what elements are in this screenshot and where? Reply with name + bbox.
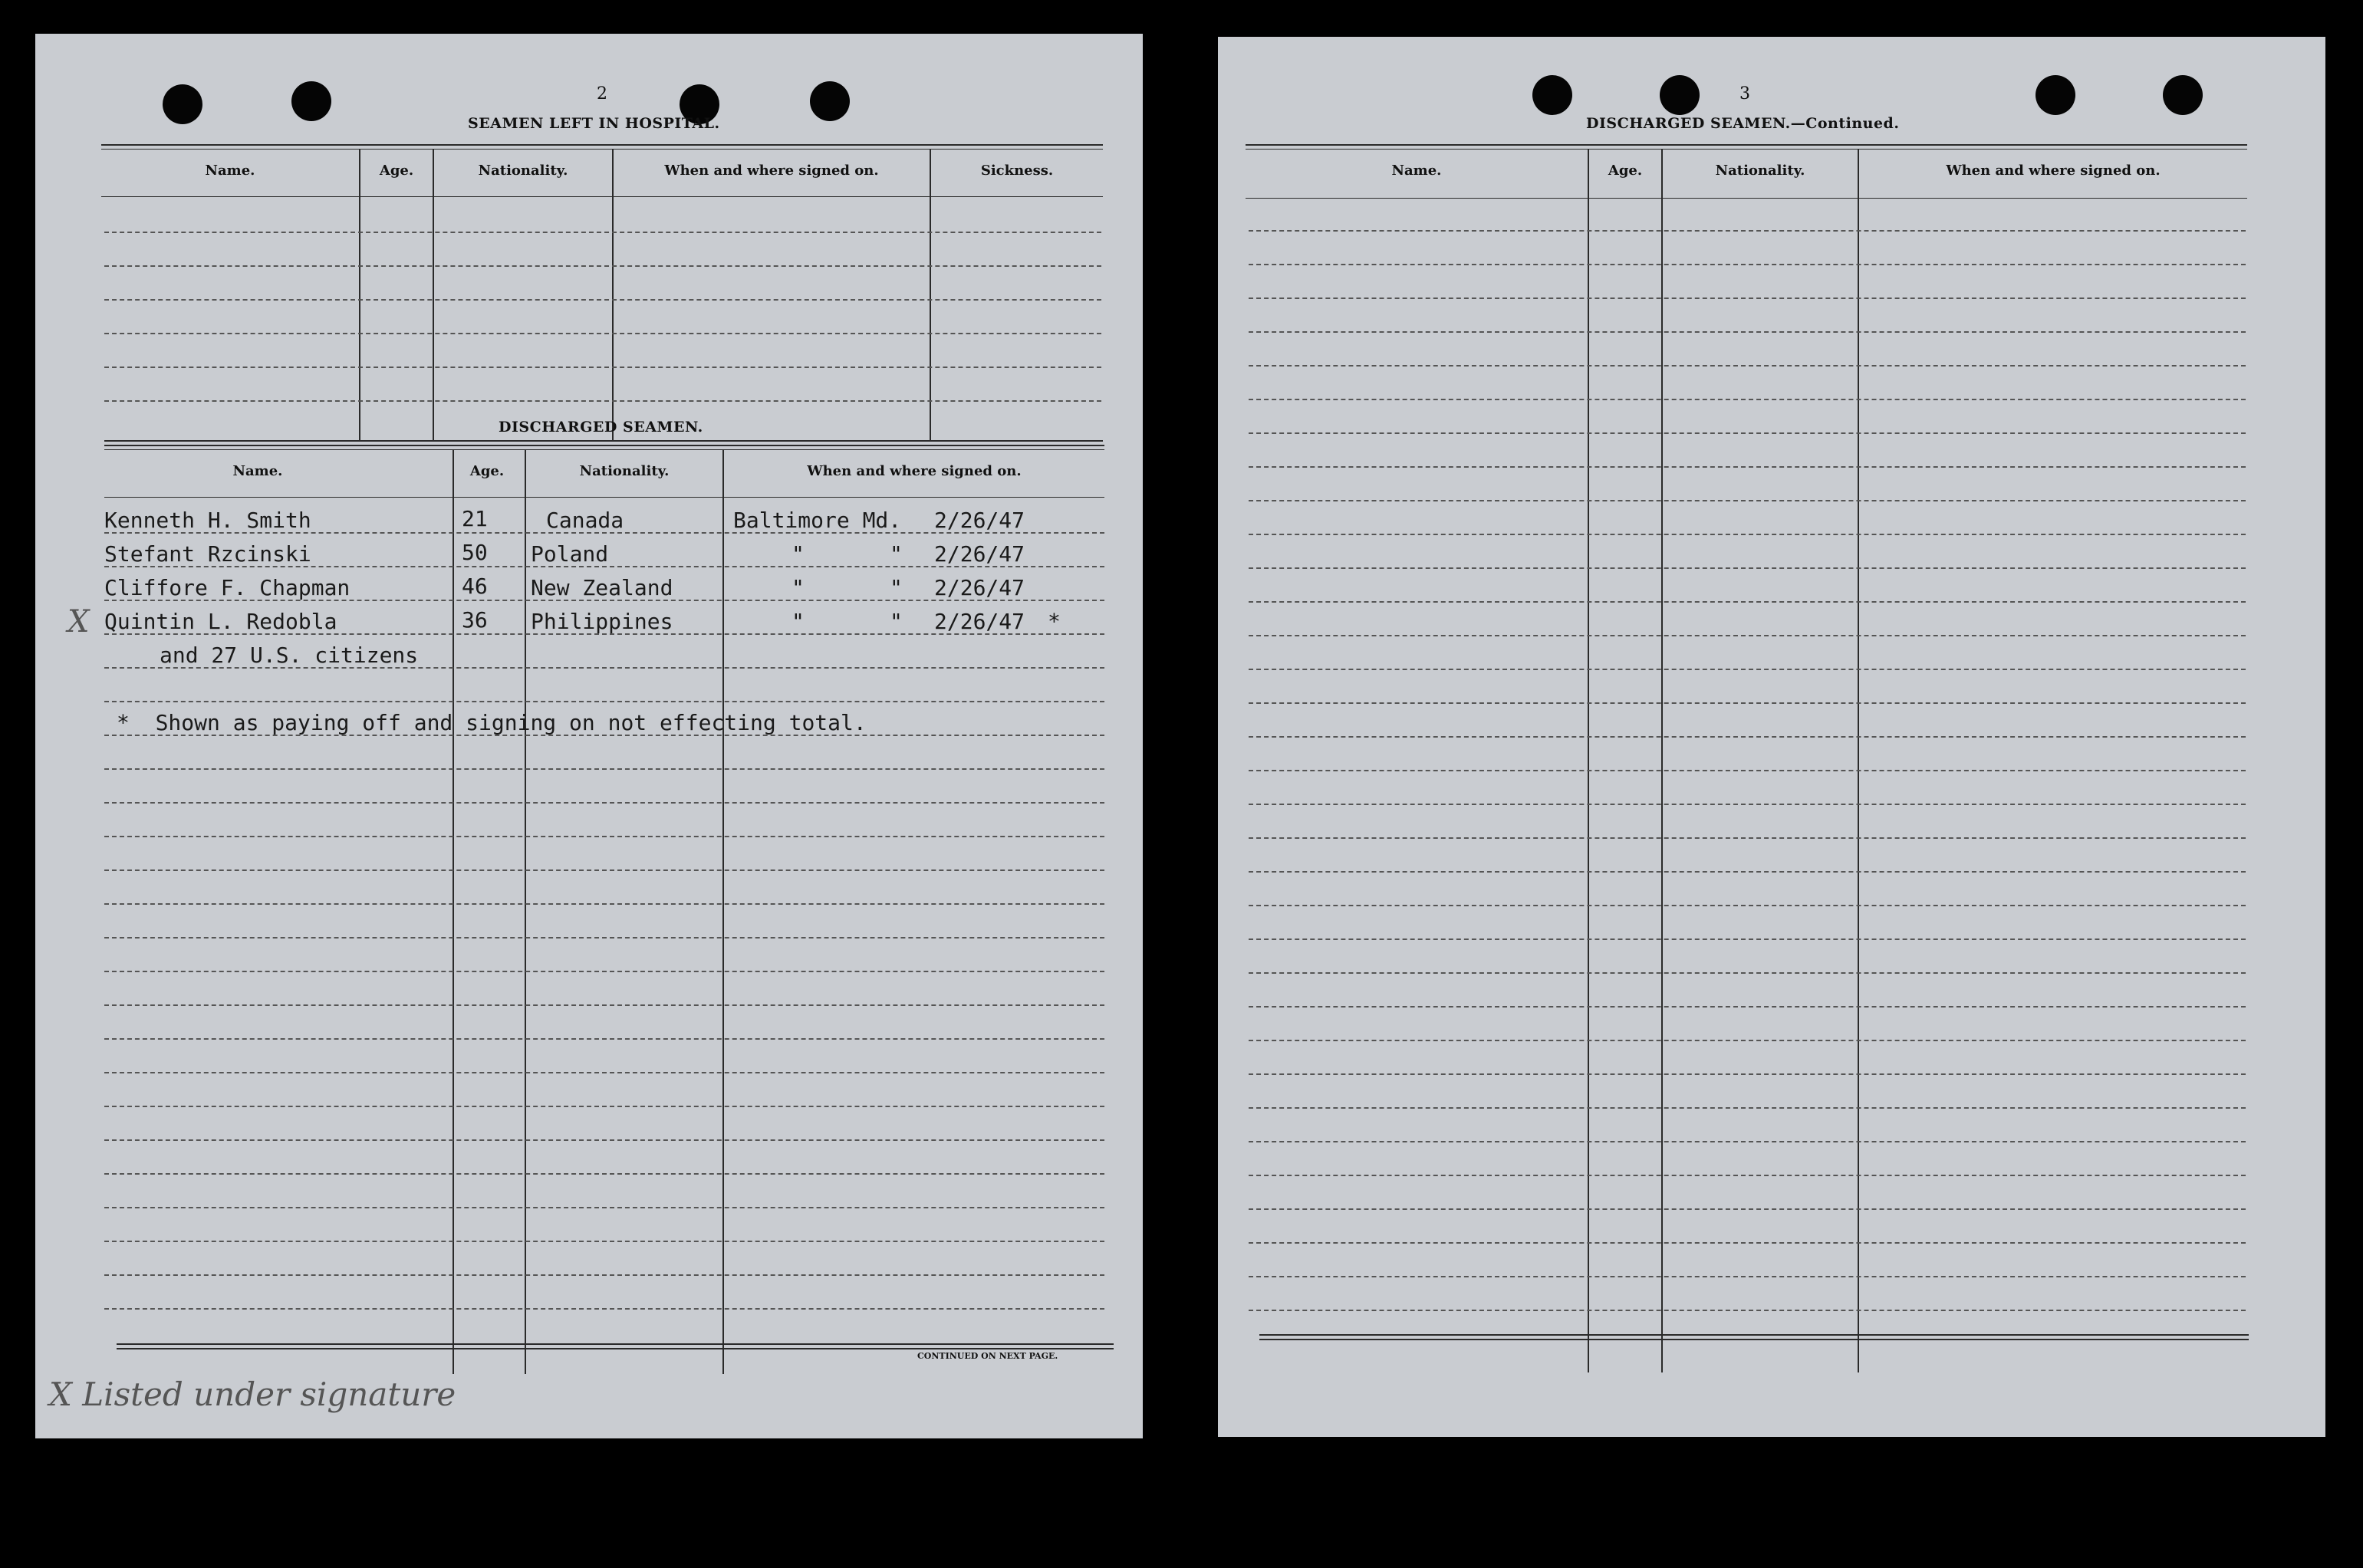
- entry-line: [1249, 804, 2246, 805]
- row-place-ditto: ": [890, 575, 903, 600]
- extra-line: and 27 U.S. citizens: [160, 643, 419, 668]
- punch-hole: [2036, 75, 2075, 115]
- entry-line: [1249, 702, 2246, 704]
- row-date: 2/26/47: [934, 541, 1025, 567]
- discharged-header-age: Age.: [469, 463, 505, 479]
- row-age: 46: [462, 574, 488, 599]
- table-rule: [1259, 1334, 2249, 1336]
- discharged-continued-title: DISCHARGED SEAMEN.—Continued.: [1586, 115, 1900, 132]
- left-page: [35, 34, 1143, 1438]
- row-nationality: Philippines: [531, 609, 673, 634]
- entry-line: [1249, 736, 2246, 738]
- entry-line: [1249, 1310, 2246, 1311]
- hospital-header-name: Name.: [205, 163, 255, 179]
- entry-line: [1249, 1006, 2246, 1008]
- entry-line: [104, 971, 1104, 972]
- footnote: * Shown as paying off and signing on not effecting total.: [117, 710, 867, 735]
- entry-line: [1249, 297, 2246, 299]
- right-page: [1218, 37, 2325, 1437]
- row-date: 2/26/47: [934, 508, 1025, 533]
- continued-note: CONTINUED ON NEXT PAGE.: [917, 1351, 1058, 1361]
- row-place: ": [792, 575, 805, 600]
- entry-line: [104, 1038, 1104, 1040]
- hospital-section-title: SEAMEN LEFT IN HOSPITAL.: [468, 115, 720, 132]
- discharged-header-signed-on: When and where signed on.: [807, 463, 1022, 479]
- entry-line: [104, 1139, 1104, 1141]
- table-rule: [101, 149, 1103, 150]
- punch-hole: [1532, 75, 1572, 115]
- row-nationality: New Zealand: [531, 575, 673, 600]
- row-nationality: Canada: [546, 508, 624, 533]
- row-place: ": [792, 541, 805, 567]
- table-rule: [104, 445, 1104, 446]
- column-line: [433, 149, 434, 440]
- discharged-header-nationality: Nationality.: [579, 463, 670, 479]
- entry-line: [104, 701, 1104, 702]
- entry-line: [104, 869, 1104, 871]
- table-rule: [101, 144, 1103, 146]
- entry-line: [1249, 500, 2246, 501]
- entry-line: [104, 299, 1101, 301]
- entry-line: [104, 265, 1101, 267]
- entry-line: [1249, 635, 2246, 636]
- row-asterisk: *: [1048, 609, 1061, 634]
- table-rule: [1246, 149, 2247, 150]
- table-rule: [104, 449, 1104, 450]
- margin-x-mark: X: [67, 604, 90, 639]
- entry-line: [1249, 466, 2246, 468]
- entry-line: [1249, 1107, 2246, 1109]
- entry-line: [1249, 1208, 2246, 1210]
- entry-line: [1249, 1242, 2246, 1244]
- row-place-ditto: ": [890, 541, 903, 567]
- entry-line: [104, 802, 1104, 804]
- entry-line: [1249, 770, 2246, 771]
- row-age: 21: [462, 506, 488, 531]
- entry-line: [104, 1072, 1104, 1073]
- row-place: Baltimore Md.: [733, 508, 902, 533]
- entry-line: [104, 232, 1101, 233]
- entry-line: [104, 1274, 1104, 1276]
- page-number: 3: [1739, 84, 1750, 104]
- header-rule: [104, 497, 1104, 498]
- entry-line: [1249, 669, 2246, 670]
- header-nationality: Nationality.: [1715, 163, 1805, 179]
- header-age: Age.: [1608, 163, 1643, 179]
- entry-line: [1249, 601, 2246, 603]
- entry-line: [104, 768, 1104, 770]
- hospital-header-signed-on: When and where signed on.: [664, 163, 879, 179]
- entry-line: [1249, 1175, 2246, 1176]
- entry-line: [1249, 905, 2246, 906]
- punch-hole: [163, 84, 202, 124]
- header-rule: [1246, 198, 2247, 199]
- entry-line: [104, 1241, 1104, 1242]
- entry-line: [1249, 365, 2246, 367]
- row-nationality: Poland: [531, 541, 609, 567]
- entry-line: [104, 1106, 1104, 1107]
- column-line: [359, 149, 360, 440]
- punch-hole: [1660, 75, 1700, 115]
- entry-line: [104, 1004, 1104, 1006]
- table-rule: [1259, 1339, 2249, 1340]
- entry-line: [1249, 567, 2246, 569]
- punch-hole: [810, 81, 850, 121]
- column-line: [612, 149, 614, 440]
- entry-line: [104, 836, 1104, 837]
- row-date: 2/26/47: [934, 575, 1025, 600]
- entry-line: [1249, 264, 2246, 265]
- page-number: 2: [597, 84, 607, 104]
- entry-line: [1249, 432, 2246, 434]
- entry-line: [1249, 938, 2246, 940]
- row-place: ": [792, 609, 805, 634]
- table-rule: [117, 1343, 1114, 1345]
- entry-line: [1249, 534, 2246, 535]
- header-rule: [101, 196, 1103, 197]
- hospital-header-sickness: Sickness.: [980, 163, 1054, 179]
- entry-line: [104, 400, 1101, 402]
- row-age: 50: [462, 540, 488, 565]
- handwritten-note: X Listed under signature: [49, 1376, 456, 1413]
- row-name: Quintin L. Redobla: [104, 609, 337, 634]
- entry-line: [1249, 1141, 2246, 1142]
- entry-line: [1249, 230, 2246, 232]
- entry-line: [104, 333, 1101, 334]
- entry-line: [1249, 972, 2246, 974]
- entry-line: [1249, 1040, 2246, 1041]
- entry-line: [104, 1207, 1104, 1208]
- entry-line: [1249, 1073, 2246, 1075]
- row-place-ditto: ": [890, 609, 903, 634]
- discharged-header-name: Name.: [232, 463, 283, 479]
- hospital-header-age: Age.: [379, 163, 414, 179]
- entry-line: [1249, 331, 2246, 333]
- row-age: 36: [462, 607, 488, 633]
- row-date: 2/26/47: [934, 609, 1025, 634]
- column-line: [525, 449, 526, 1374]
- column-line: [722, 449, 724, 1374]
- header-name: Name.: [1391, 163, 1442, 179]
- entry-line: [104, 903, 1104, 905]
- row-name: Cliffore F. Chapman: [104, 575, 351, 600]
- punch-hole: [2163, 75, 2203, 115]
- table-rule: [104, 440, 1103, 442]
- entry-line: [104, 937, 1104, 938]
- row-name: Stefant Rzcinski: [104, 541, 311, 567]
- entry-line: [104, 367, 1101, 368]
- row-name: Kenneth H. Smith: [104, 508, 311, 533]
- hospital-header-nationality: Nationality.: [478, 163, 568, 179]
- punch-hole: [291, 81, 331, 121]
- entry-line: [1249, 1276, 2246, 1277]
- column-line: [930, 149, 931, 440]
- entry-line: [1249, 399, 2246, 400]
- entry-line: [1249, 837, 2246, 839]
- entry-line: [1249, 871, 2246, 873]
- discharged-section-title: DISCHARGED SEAMEN.: [499, 419, 703, 436]
- entry-line: [104, 1173, 1104, 1175]
- table-rule: [1246, 144, 2247, 146]
- table-rule: [117, 1348, 1114, 1349]
- entry-line: [104, 1308, 1104, 1310]
- header-signed-on: When and where signed on.: [1946, 163, 2161, 179]
- column-line: [453, 449, 454, 1374]
